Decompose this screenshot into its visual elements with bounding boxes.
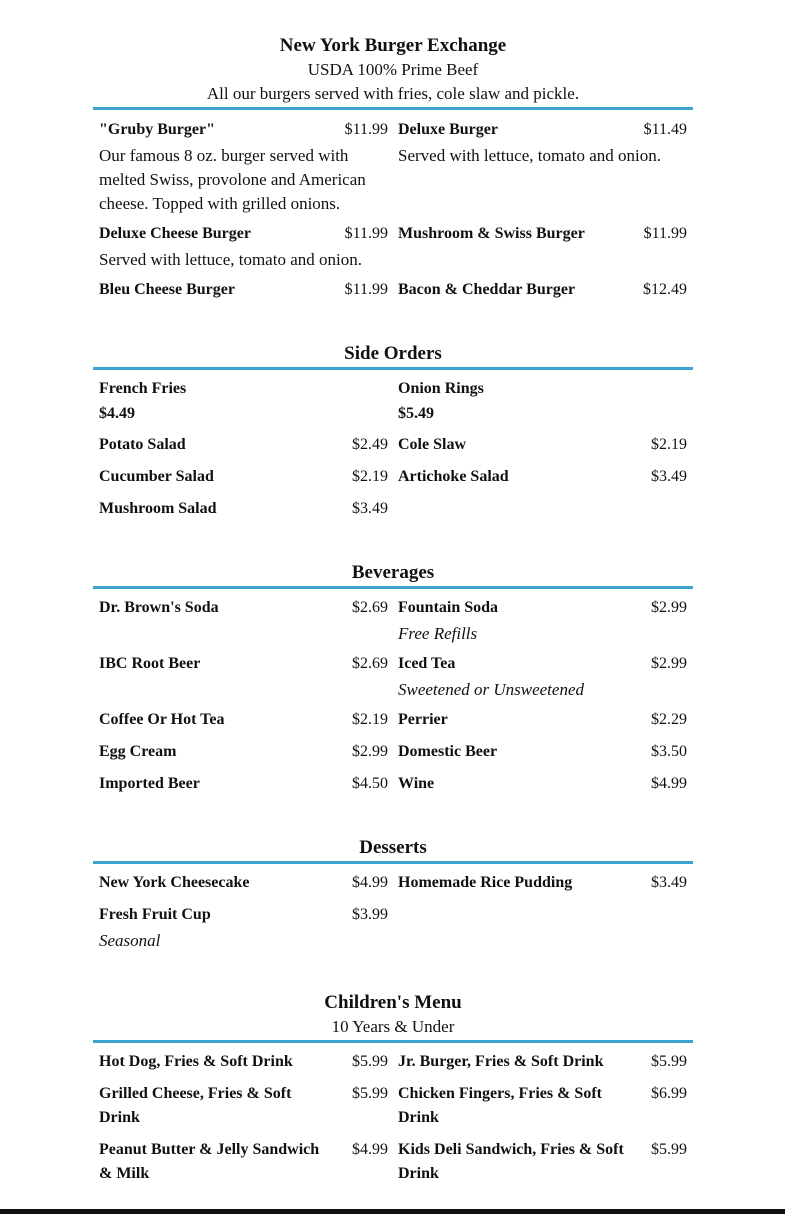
item-name: Egg Cream [99, 743, 177, 760]
menu-item [398, 118, 687, 168]
menu-item [99, 377, 388, 427]
menu-item [398, 465, 687, 489]
menu-item [99, 772, 388, 796]
menu-item [99, 652, 388, 676]
menu-item [99, 1138, 388, 1186]
item-note: Sweetened or Unsweetened [398, 680, 584, 699]
item-price: $2.19 [352, 711, 388, 728]
item-name: "Gruby Burger" [99, 121, 215, 138]
childrens-menu-section [93, 991, 693, 1193]
menu-item [398, 377, 687, 427]
item-name: Imported Beer [99, 775, 200, 792]
item-price: $2.69 [352, 599, 388, 616]
item-name: Bleu Cheese Burger [99, 281, 235, 298]
item-name: Kids Deli Sandwich, Fries & Soft Drink [398, 1141, 624, 1182]
item-price: $2.99 [352, 743, 388, 760]
item-price: $11.99 [344, 225, 388, 242]
menu-item [398, 278, 687, 302]
menu-item [398, 596, 687, 646]
item-price: $11.99 [344, 121, 388, 138]
section-subtitle: All our burgers served with fries, cole slaw and pickle. [206, 84, 580, 103]
side-orders-section [93, 342, 693, 530]
item-price: $5.49 [398, 405, 434, 422]
item-description: Served with lettuce, tomato and onion. [99, 250, 362, 269]
menu-item [398, 1138, 687, 1186]
item-price: $2.99 [651, 655, 687, 672]
page-bottom-border [0, 1209, 785, 1214]
item-name: Deluxe Burger [398, 121, 498, 138]
item-price: $11.49 [643, 121, 687, 138]
menu-item [398, 1082, 687, 1130]
menu-item [398, 433, 687, 457]
item-price: $3.49 [352, 500, 388, 517]
menu-item [99, 1082, 388, 1130]
section-title: Beverages [351, 562, 435, 583]
menu-item [99, 465, 388, 489]
item-price: $3.49 [651, 874, 687, 891]
menu-item [99, 740, 388, 764]
item-price: $2.69 [352, 655, 388, 672]
section-title: Children's Menu [324, 992, 462, 1013]
item-price: $3.99 [352, 906, 388, 923]
item-price: $2.99 [651, 599, 687, 616]
item-name: Hot Dog, Fries & Soft Drink [99, 1053, 293, 1070]
item-price: $11.99 [344, 281, 388, 298]
beverages-section [93, 561, 693, 799]
item-price: $4.99 [352, 1141, 388, 1158]
item-name: French Fries [99, 380, 187, 397]
item-price: $2.49 [352, 436, 388, 453]
item-price: $5.99 [651, 1053, 687, 1070]
item-name: Cole Slaw [398, 436, 466, 453]
menu-item [398, 1050, 687, 1074]
item-name: Mushroom & Swiss Burger [398, 225, 585, 242]
item-name: Perrier [398, 711, 448, 728]
menu-item [99, 433, 388, 457]
item-name: Chicken Fingers, Fries & Soft Drink [398, 1085, 602, 1126]
item-price: $2.19 [352, 468, 388, 485]
item-name: Grilled Cheese, Fries & Soft Drink [99, 1085, 292, 1126]
section-title: Side Orders [344, 343, 442, 364]
menu-item [99, 497, 388, 521]
desserts-grid [93, 864, 693, 954]
menu-item [99, 278, 388, 302]
item-name: Domestic Beer [398, 743, 498, 760]
item-price: $3.49 [651, 468, 687, 485]
item-name: Potato Salad [99, 436, 186, 453]
item-price: $3.50 [651, 743, 687, 760]
item-price: $5.99 [352, 1053, 388, 1070]
item-name: IBC Root Beer [99, 655, 201, 672]
section-subtitle: 10 Years & Under [331, 1017, 455, 1036]
section-title: Desserts [359, 837, 427, 858]
menu-item [398, 772, 687, 796]
item-name: Fountain Soda [398, 599, 499, 616]
menu-item [398, 871, 687, 895]
menu-item [99, 118, 388, 216]
item-price: $6.99 [651, 1085, 687, 1102]
item-name: Homemade Rice Pudding [398, 874, 573, 891]
item-name: Jr. Burger, Fries & Soft Drink [398, 1053, 604, 1070]
item-name: New York Cheesecake [99, 874, 250, 891]
item-description: Served with lettuce, tomato and onion. [398, 146, 661, 165]
item-price: $11.99 [643, 225, 687, 242]
menu-item [398, 708, 687, 732]
item-name: Wine [398, 775, 435, 792]
sides-grid [93, 370, 693, 530]
item-price: $4.49 [99, 405, 135, 422]
menu-item [99, 222, 388, 272]
menu-item [99, 708, 388, 732]
childrens-grid [93, 1043, 693, 1193]
item-name: Deluxe Cheese Burger [99, 225, 251, 242]
item-description: Our famous 8 oz. burger served with melted Swiss, provolone and American cheese. Topped with grilled onions. [99, 146, 366, 213]
item-name: Coffee Or Hot Tea [99, 711, 225, 728]
section-title: New York Burger Exchange [279, 35, 507, 56]
item-price: $5.99 [651, 1141, 687, 1158]
menu-item [398, 740, 687, 764]
menu-item [99, 1050, 388, 1074]
beverages-grid [93, 589, 693, 799]
item-name: Cucumber Salad [99, 468, 214, 485]
menu-item [99, 871, 388, 895]
item-note: Free Refills [398, 624, 478, 643]
item-price: $4.99 [651, 775, 687, 792]
item-price: $12.49 [643, 281, 687, 298]
item-name: Iced Tea [398, 655, 456, 672]
item-price: $2.19 [651, 436, 687, 453]
menu-item [99, 903, 388, 953]
menu-item [398, 222, 687, 246]
desserts-section [93, 836, 693, 954]
item-note: Seasonal [99, 931, 161, 950]
item-name: Mushroom Salad [99, 500, 217, 517]
item-price: $4.50 [352, 775, 388, 792]
item-name: Onion Rings [398, 380, 484, 397]
item-name: Dr. Brown's Soda [99, 599, 219, 616]
item-name: Fresh Fruit Cup [99, 906, 211, 923]
item-name: Bacon & Cheddar Burger [398, 281, 576, 298]
burgers-section [93, 34, 693, 310]
item-price: $5.99 [352, 1085, 388, 1102]
section-subtitle: USDA 100% Prime Beef [307, 60, 479, 79]
item-name: Peanut Butter & Jelly Sandwich & Milk [99, 1141, 320, 1182]
burgers-grid [93, 110, 693, 310]
item-price: $4.99 [352, 874, 388, 891]
item-price: $2.29 [651, 711, 687, 728]
menu-item [99, 596, 388, 620]
menu-item [398, 652, 687, 702]
item-name: Artichoke Salad [398, 468, 509, 485]
